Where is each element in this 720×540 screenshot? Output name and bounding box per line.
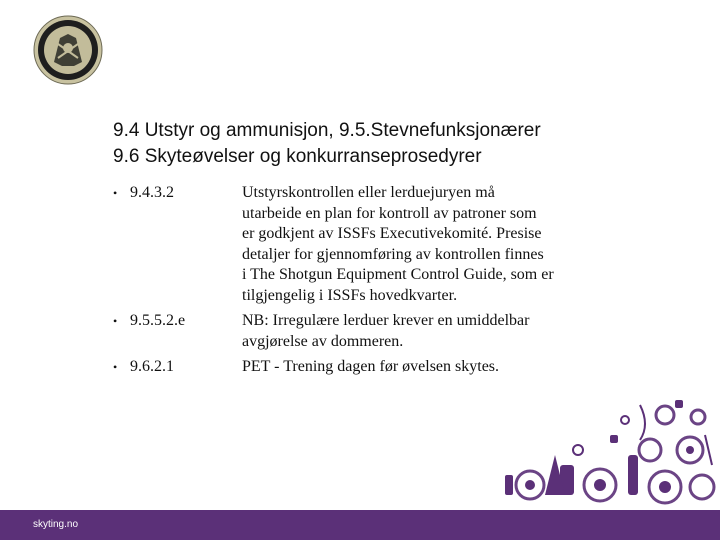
rule-number: 9.4.3.2 — [130, 184, 174, 201]
rule-item — [113, 183, 713, 306]
rule-text — [242, 311, 704, 352]
rule-text-line: utarbeide en plan for kontroll av patroner som — [242, 204, 537, 222]
rule-text-line: avgjørelse av dommeren. — [242, 332, 404, 350]
rule-text — [242, 357, 704, 378]
rule-text-line: PET - Trening dagen før øvelsen skytes. — [242, 358, 500, 375]
rule-text-line: i The Shotgun Equipment Control Guide, som er — [242, 266, 554, 283]
rule-text-line: tilgjengelig i ISSFs hovedkvarter. — [242, 286, 458, 304]
bullet-icon: • — [113, 186, 118, 200]
bullet-icon: • — [113, 360, 118, 374]
rule-text-line: NB: Irregulære lerduer krever en umiddelbar — [242, 312, 530, 329]
rule-text-line: Utstyrskontrollen eller lerduejuryen må — [242, 184, 495, 201]
bullet-icon: • — [113, 314, 118, 328]
rule-item — [113, 357, 713, 378]
rule-text-line: detaljer for gjennomføring av kontrollen finnes — [242, 245, 544, 263]
slide-title — [113, 118, 541, 170]
club-emblem-icon — [32, 14, 104, 86]
brand-label: skyting.no — [33, 519, 79, 530]
rule-item — [113, 311, 713, 352]
rule-list — [113, 183, 713, 378]
rule-number: 9.5.5.2.e — [130, 312, 186, 329]
shooting-targets-illustration-icon — [490, 395, 720, 510]
footer-bar — [0, 510, 720, 540]
rule-number: 9.6.2.1 — [130, 358, 174, 375]
title-line-1: 9.4 Utstyr og ammunisjon, 9.5.Stevnefunksjonærer — [113, 120, 541, 141]
title-line-2: 9.6 Skyteøvelser og konkurranseprosedyrer — [113, 146, 482, 167]
rule-text — [242, 183, 704, 306]
rule-text-line: er godkjent av ISSFs Executivekomité. Presise — [242, 225, 542, 242]
